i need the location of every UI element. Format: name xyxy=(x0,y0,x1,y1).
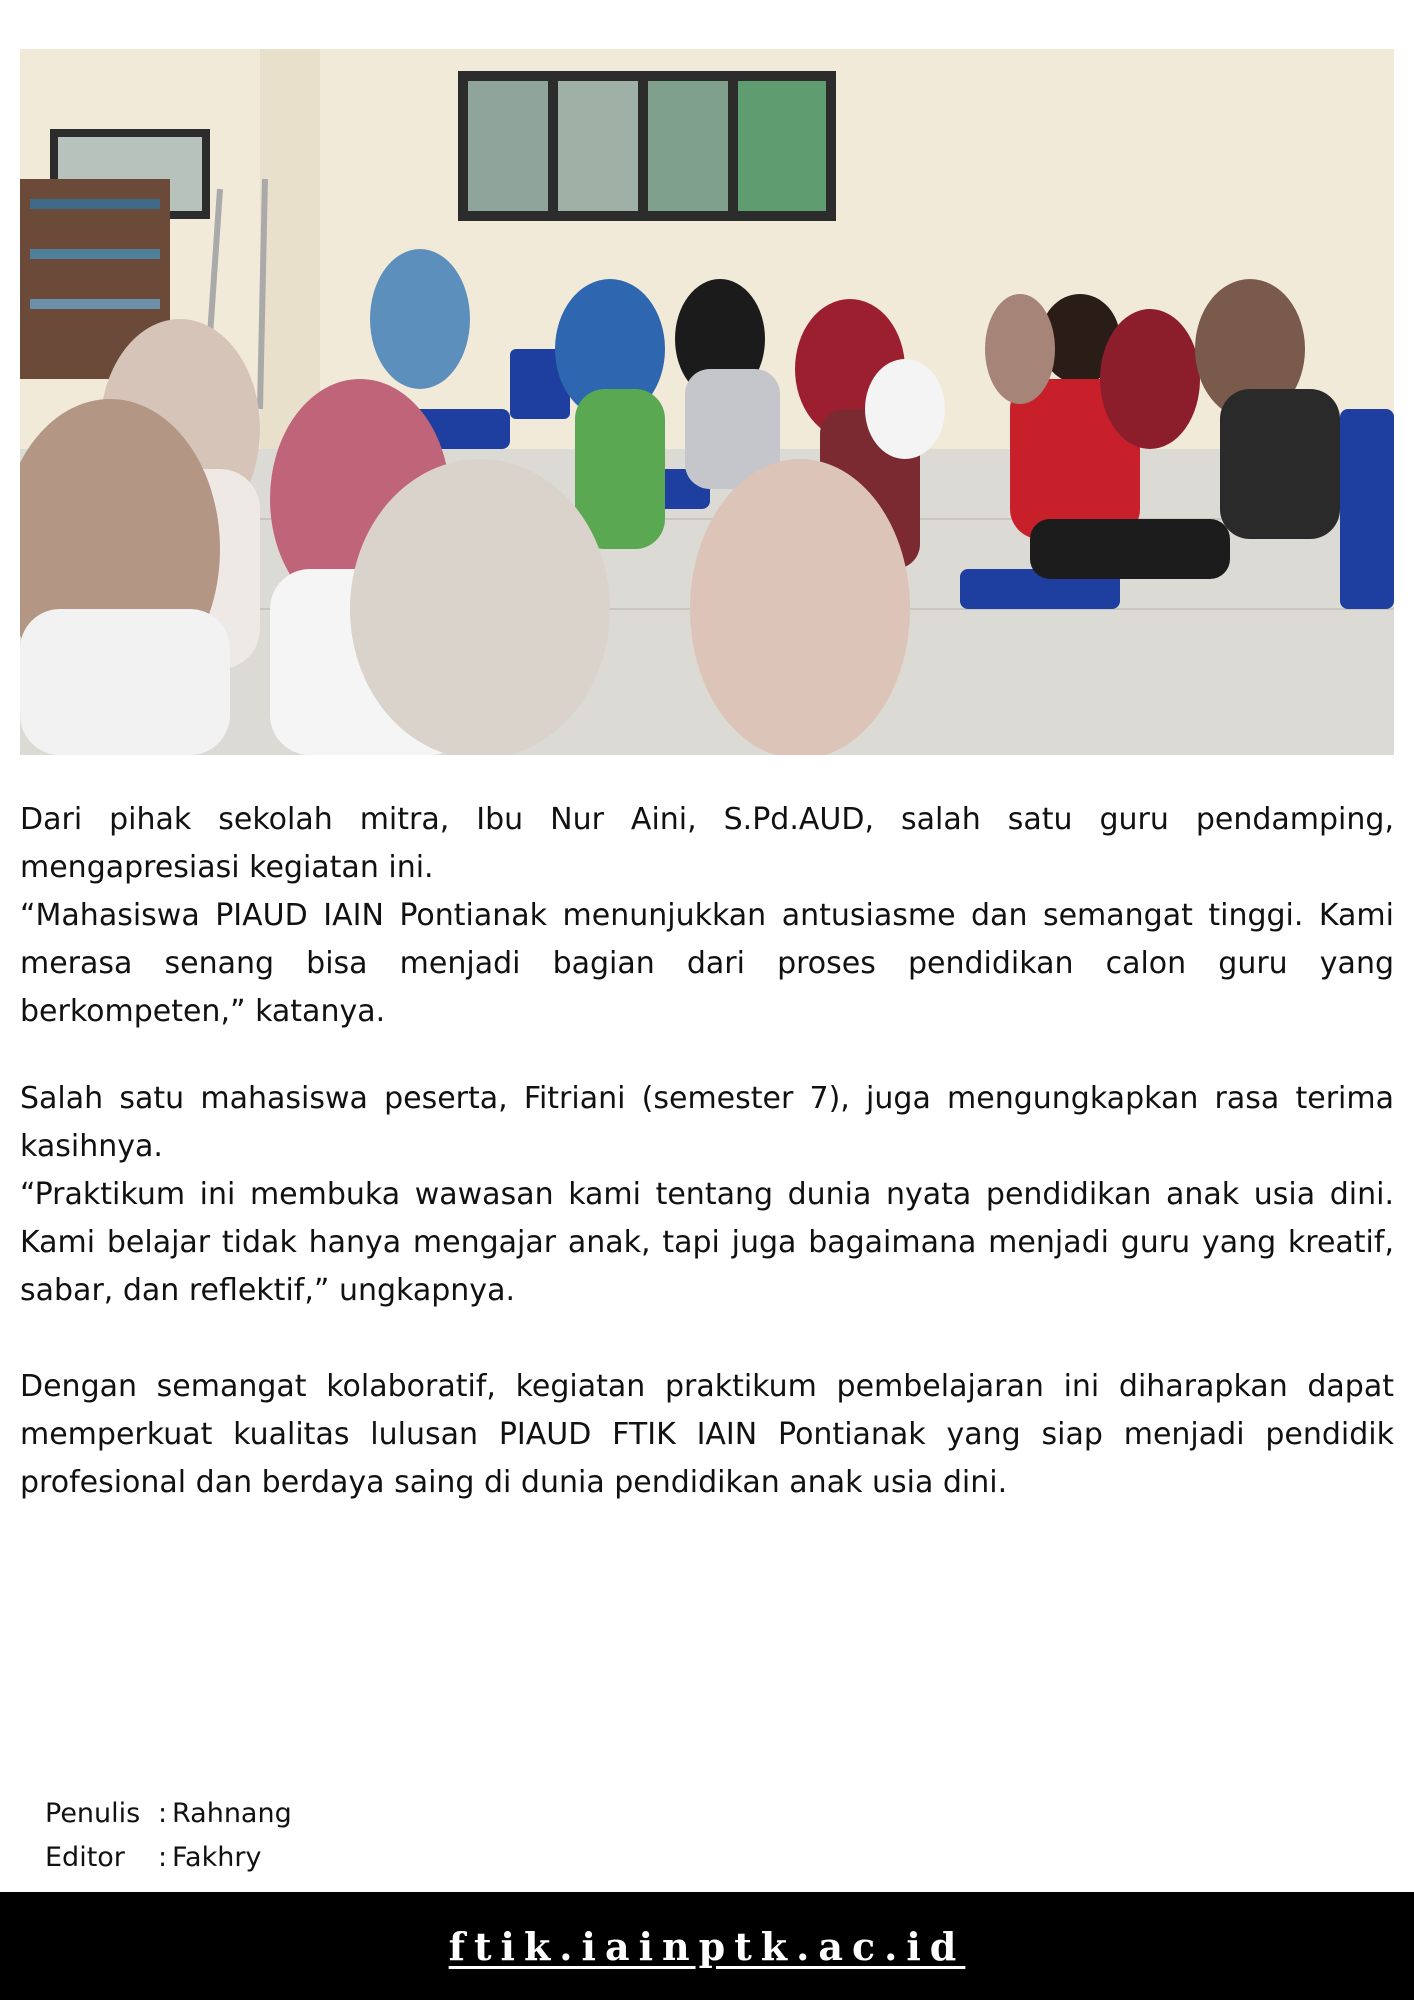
writer-separator: : xyxy=(158,1798,168,1829)
paragraph-student-quote: “Praktikum ini membuka wawasan kami tentang dunia nyata pendidikan anak usia dini. Kami belajar tidak hanya mengajar anak, tapi juga bagaimana menjadi guru yang kreatif, sabar, dan reflektif,” ungkapnya. xyxy=(20,1177,1394,1308)
editor-name: Fakhry xyxy=(172,1842,262,1873)
website-link[interactable]: ftik.iainptk.ac.id xyxy=(448,1923,966,1969)
editor-separator: : xyxy=(158,1842,168,1873)
writer-name: Rahnang xyxy=(172,1798,292,1829)
article-body xyxy=(20,796,1394,1507)
photo-classroom-discussion-icon xyxy=(20,49,1394,755)
paragraph-conclusion: Dengan semangat kolaboratif, kegiatan praktikum pembelajaran ini diharapkan dapat memperkuat kualitas lulusan PIAUD FTIK IAIN Pontianak yang siap menjadi pendidik profesional dan berdaya saing di dunia pendidikan anak usia dini. xyxy=(20,1369,1394,1500)
credit-writer xyxy=(45,1792,292,1836)
writer-label: Penulis xyxy=(45,1798,141,1829)
article-photo xyxy=(20,49,1394,755)
footer-bar xyxy=(0,1892,1414,2000)
paragraph-teacher-quote: “Mahasiswa PIAUD IAIN Pontianak menunjukkan antusiasme dan semangat tinggi. Kami merasa senang bisa menjadi bagian dari proses pendidikan calon guru yang berkompeten,” katanya. xyxy=(20,898,1394,1029)
credit-editor xyxy=(45,1836,292,1880)
paragraph-student-comment: Salah satu mahasiswa peserta, Fitriani (semester 7), juga mengungkapkan rasa terima kasihnya. xyxy=(20,1081,1394,1164)
credits xyxy=(45,1792,292,1880)
paragraph-teacher-comment: Dari pihak sekolah mitra, Ibu Nur Aini, S.Pd.AUD, salah satu guru pendamping, mengapresiasi kegiatan ini. xyxy=(20,802,1394,885)
editor-label: Editor xyxy=(45,1842,125,1873)
